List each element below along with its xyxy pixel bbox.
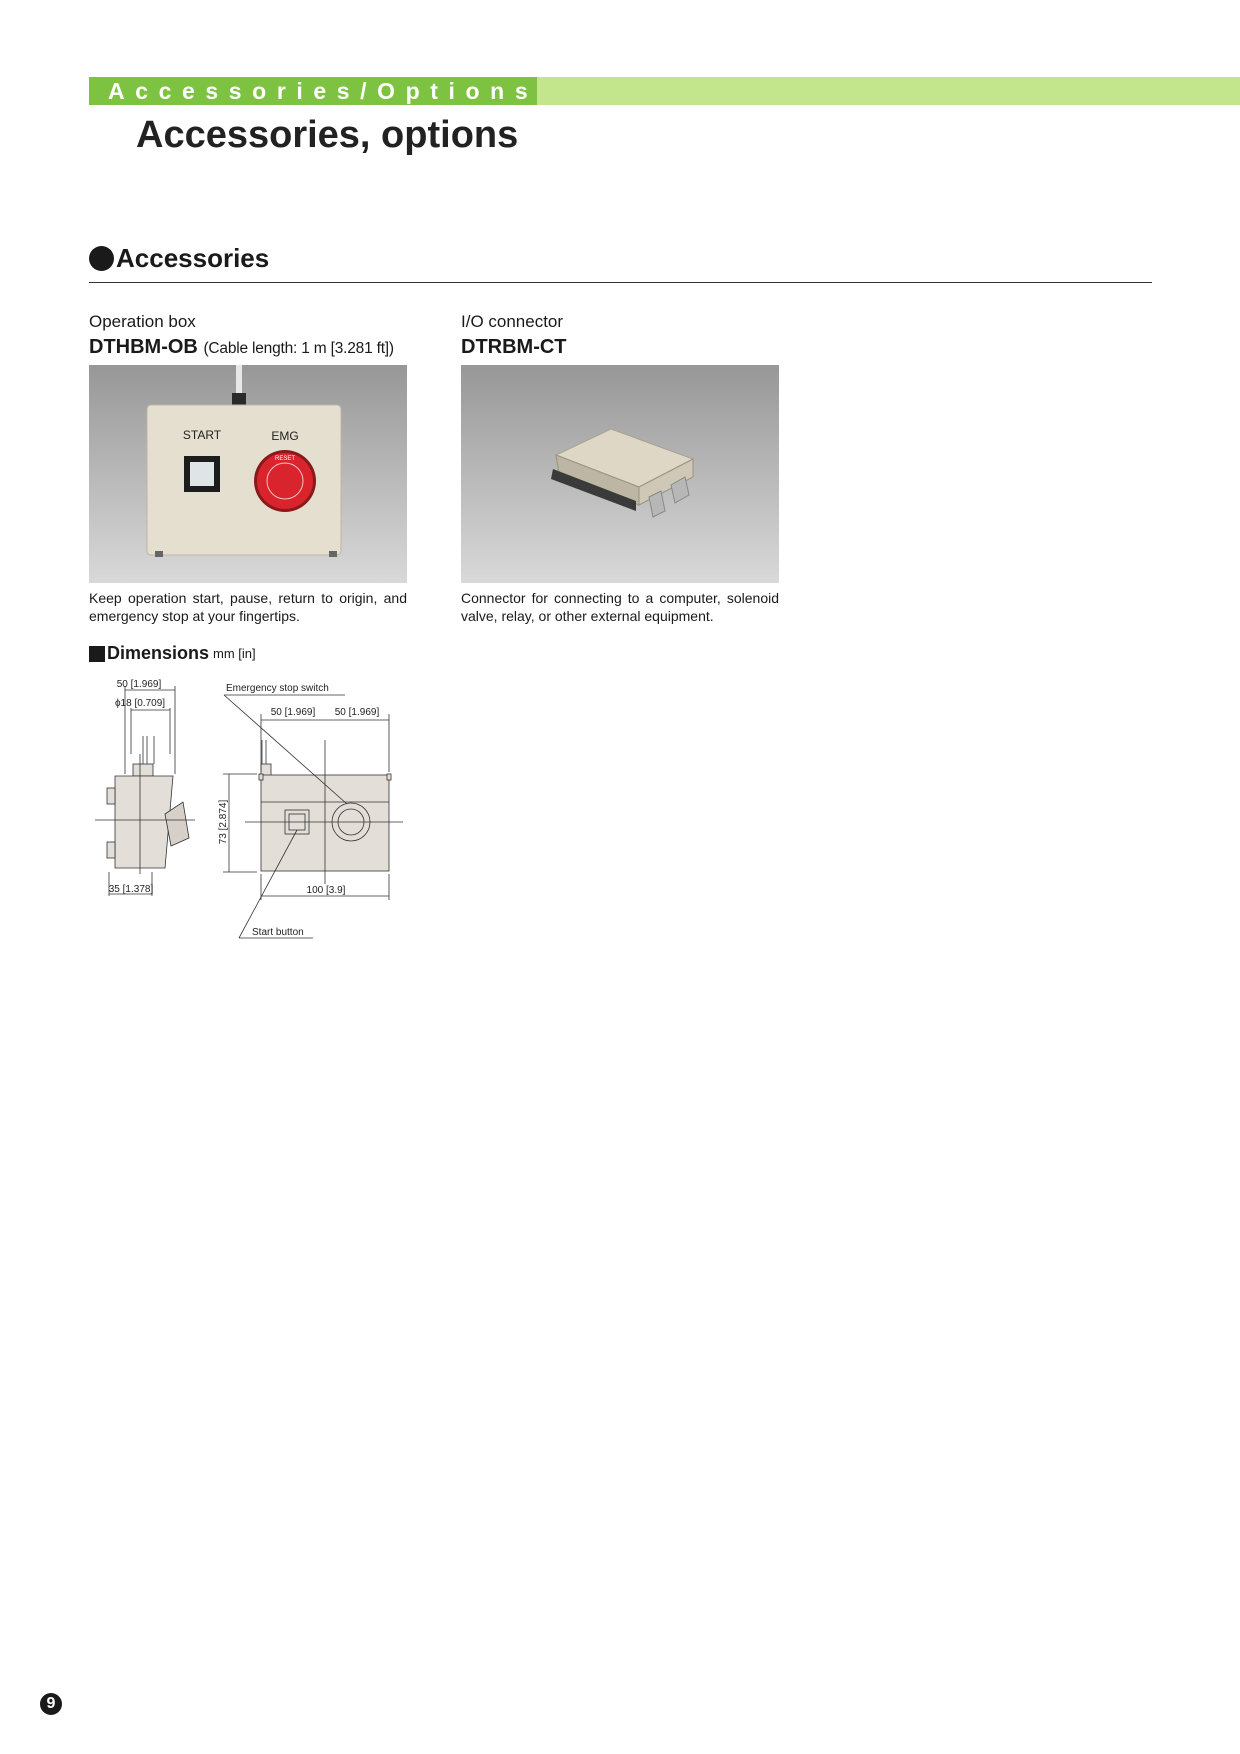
dimensions-unit: mm [in] [213,646,256,661]
item-model [89,336,407,359]
operation-box-illustration [89,365,407,583]
dim-front-right: 50 [1.969] [334,707,380,718]
section-divider [89,282,1152,283]
start-label: START [182,428,222,442]
page-number: 9 [40,1693,62,1715]
item-model-code: DTRBM-CT [461,336,567,358]
dim-start-button-label: Start button [252,927,304,938]
dimensions-heading [89,643,256,664]
dim-side-width: 50 [1.969] [116,679,162,690]
dim-width: 100 [3.9] [306,885,346,896]
header-band-label: Accessories/Options [108,78,539,104]
dim-front-left: 50 [1.969] [270,707,316,718]
item-operation-box [89,312,407,625]
filled-circle-icon [89,246,114,271]
section-title: Accessories [116,243,270,273]
item-model [461,336,779,359]
reset-label: RESET [274,456,296,462]
item-description: Connector for connecting to a computer, solenoid valve, relay, or other external equipment. [461,590,779,624]
filled-square-icon [89,646,105,662]
dim-diameter: ϕ18 [0.709] [114,698,166,709]
item-model-code: DTHBM-OB [89,336,198,358]
io-connector-photo [461,365,779,583]
dimension-drawing [95,674,415,954]
io-connector-illustration [461,365,779,583]
item-description: Keep operation start, pause, return to origin, and emergency stop at your fingertips. [89,590,407,624]
emg-label: EMG [271,429,299,443]
item-kind: I/O connector [461,312,564,331]
item-kind: Operation box [89,312,196,331]
dim-height: 73 [2.874] [218,799,229,845]
page-title: Accessories, options [136,114,519,156]
dimensions-title: Dimensions [107,643,210,663]
section-heading [89,243,269,274]
operation-box-photo [89,365,407,583]
item-io-connector [461,312,779,625]
dim-emergency-label: Emergency stop switch [226,683,329,694]
item-note: (Cable length: 1 m [3.281 ft]) [203,340,394,357]
dim-depth: 35 [1.378] [108,884,154,895]
